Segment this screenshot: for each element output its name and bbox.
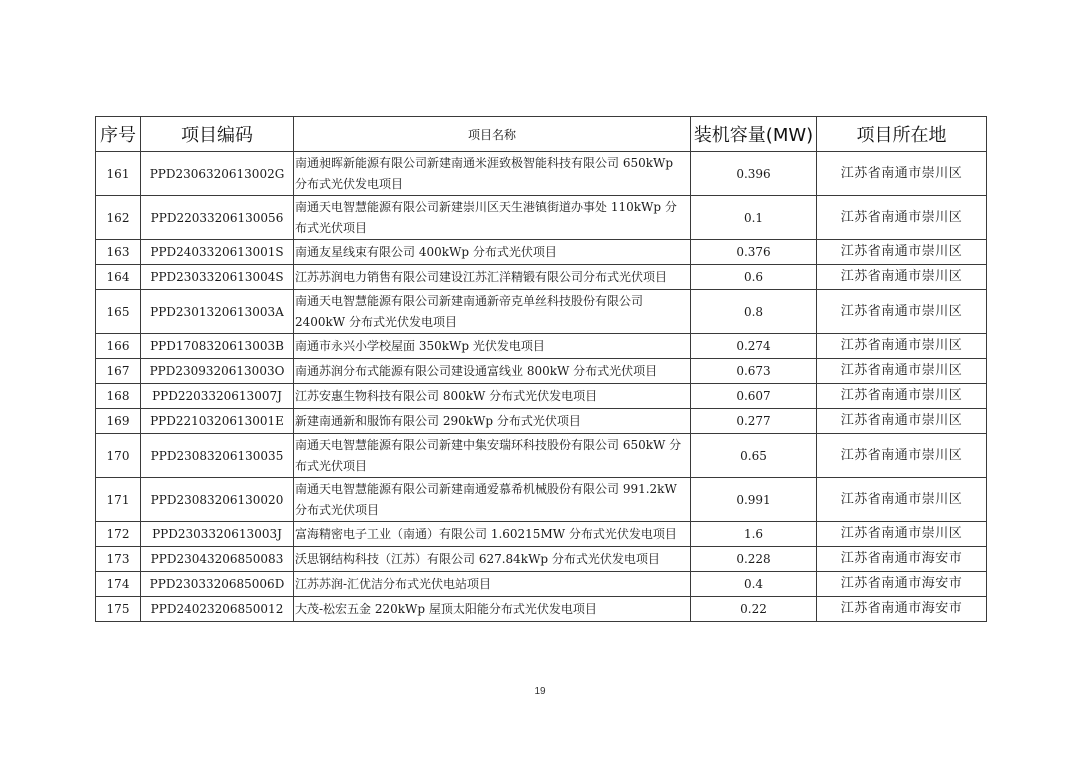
- table-row: [96, 572, 987, 597]
- cell-code: PPD22033206130056: [141, 196, 294, 240]
- cell-index: 169: [96, 409, 141, 434]
- project-table: [95, 116, 987, 622]
- cell-name: 南通天电智慧能源有限公司新建中集安瑞环科技股份有限公司 650kW 分布式光伏项目: [294, 434, 691, 478]
- cell-name: 江苏苏润电力销售有限公司建设江苏汇洋精锻有限公司分布式光伏项目: [294, 265, 691, 290]
- cell-location: 江苏省南通市海安市: [817, 597, 987, 622]
- cell-name: 富海精密电子工业（南通）有限公司 1.60215MW 分布式光伏发电项目: [294, 522, 691, 547]
- cell-index: 174: [96, 572, 141, 597]
- cell-location: 江苏省南通市海安市: [817, 547, 987, 572]
- table-row: [96, 152, 987, 196]
- cell-location: 江苏省南通市崇川区: [817, 434, 987, 478]
- cell-name: 江苏苏润-汇优洁分布式光伏电站项目: [294, 572, 691, 597]
- cell-location: 江苏省南通市崇川区: [817, 290, 987, 334]
- cell-name: 南通天电智慧能源有限公司新建南通新帝克单丝科技股份有限公司 2400kW 分布式光伏发电项目: [294, 290, 691, 334]
- cell-capacity: 0.22: [691, 597, 817, 622]
- table-row: [96, 547, 987, 572]
- cell-location: 江苏省南通市崇川区: [817, 409, 987, 434]
- table-row: [96, 597, 987, 622]
- cell-capacity: 0.6: [691, 265, 817, 290]
- cell-capacity: 0.277: [691, 409, 817, 434]
- cell-index: 175: [96, 597, 141, 622]
- cell-index: 163: [96, 240, 141, 265]
- cell-name: 大茂-松宏五金 220kWp 屋顶太阳能分布式光伏发电项目: [294, 597, 691, 622]
- cell-capacity: 0.376: [691, 240, 817, 265]
- table-row: [96, 409, 987, 434]
- cell-name: 南通昶晖新能源有限公司新建南通米涯致极智能科技有限公司 650kWp 分布式光伏发电项目: [294, 152, 691, 196]
- cell-index: 171: [96, 478, 141, 522]
- cell-index: 167: [96, 359, 141, 384]
- cell-name: 沃思钢结构科技（江苏）有限公司 627.84kWp 分布式光伏发电项目: [294, 547, 691, 572]
- header-location: 项目所在地: [817, 117, 987, 152]
- header-name: 项目名称: [294, 117, 691, 152]
- table-row: [96, 196, 987, 240]
- cell-index: 162: [96, 196, 141, 240]
- cell-capacity: 1.6: [691, 522, 817, 547]
- cell-code: PPD1708320613003B: [141, 334, 294, 359]
- cell-location: 江苏省南通市崇川区: [817, 265, 987, 290]
- table-body: [96, 152, 987, 622]
- cell-capacity: 0.1: [691, 196, 817, 240]
- cell-name: 南通天电智慧能源有限公司新建崇川区天生港镇街道办事处 110kWp 分布式光伏项目: [294, 196, 691, 240]
- cell-index: 173: [96, 547, 141, 572]
- cell-code: PPD23043206850083: [141, 547, 294, 572]
- cell-capacity: 0.607: [691, 384, 817, 409]
- cell-location: 江苏省南通市崇川区: [817, 522, 987, 547]
- table-row: [96, 334, 987, 359]
- cell-index: 164: [96, 265, 141, 290]
- cell-code: PPD23083206130020: [141, 478, 294, 522]
- cell-location: 江苏省南通市崇川区: [817, 359, 987, 384]
- cell-capacity: 0.8: [691, 290, 817, 334]
- cell-index: 161: [96, 152, 141, 196]
- table-row: [96, 384, 987, 409]
- cell-index: 172: [96, 522, 141, 547]
- cell-capacity: 0.991: [691, 478, 817, 522]
- cell-index: 168: [96, 384, 141, 409]
- cell-location: 江苏省南通市崇川区: [817, 240, 987, 265]
- cell-capacity: 0.4: [691, 572, 817, 597]
- table-row: [96, 434, 987, 478]
- table-row: [96, 522, 987, 547]
- cell-capacity: 0.396: [691, 152, 817, 196]
- header-index: 序号: [96, 117, 141, 152]
- table-row: [96, 265, 987, 290]
- cell-capacity: 0.274: [691, 334, 817, 359]
- cell-index: 170: [96, 434, 141, 478]
- cell-name: 南通友星线束有限公司 400kWp 分布式光伏项目: [294, 240, 691, 265]
- header-code: 项目编码: [141, 117, 294, 152]
- cell-code: PPD2403320613001S: [141, 240, 294, 265]
- cell-name: 南通市永兴小学校屋面 350kWp 光伏发电项目: [294, 334, 691, 359]
- cell-code: PPD2303320613004S: [141, 265, 294, 290]
- cell-capacity: 0.673: [691, 359, 817, 384]
- cell-location: 江苏省南通市崇川区: [817, 478, 987, 522]
- cell-code: PPD2203320613007J: [141, 384, 294, 409]
- cell-name: 南通苏润分布式能源有限公司建设通富线业 800kW 分布式光伏项目: [294, 359, 691, 384]
- table-row: [96, 359, 987, 384]
- cell-code: PPD2303320685006D: [141, 572, 294, 597]
- cell-location: 江苏省南通市崇川区: [817, 196, 987, 240]
- cell-index: 165: [96, 290, 141, 334]
- cell-capacity: 0.228: [691, 547, 817, 572]
- cell-name: 新建南通新和服饰有限公司 290kWp 分布式光伏项目: [294, 409, 691, 434]
- cell-capacity: 0.65: [691, 434, 817, 478]
- cell-code: PPD2301320613003A: [141, 290, 294, 334]
- cell-code: PPD2309320613003O: [141, 359, 294, 384]
- cell-location: 江苏省南通市海安市: [817, 572, 987, 597]
- cell-name: 南通天电智慧能源有限公司新建南通爱慕希机械股份有限公司 991.2kW 分布式光伏项目: [294, 478, 691, 522]
- cell-code: PPD2210320613001E: [141, 409, 294, 434]
- table-row: [96, 240, 987, 265]
- cell-code: PPD2303320613003J: [141, 522, 294, 547]
- cell-index: 166: [96, 334, 141, 359]
- cell-location: 江苏省南通市崇川区: [817, 152, 987, 196]
- table-row: [96, 290, 987, 334]
- cell-code: PPD24023206850012: [141, 597, 294, 622]
- page-number: 19: [534, 686, 546, 697]
- table-header-row: [96, 117, 987, 152]
- cell-code: PPD2306320613002G: [141, 152, 294, 196]
- cell-code: PPD23083206130035: [141, 434, 294, 478]
- cell-name: 江苏安惠生物科技有限公司 800kW 分布式光伏发电项目: [294, 384, 691, 409]
- cell-location: 江苏省南通市崇川区: [817, 334, 987, 359]
- table-row: [96, 478, 987, 522]
- header-capacity: 装机容量(MW): [691, 117, 817, 152]
- cell-location: 江苏省南通市崇川区: [817, 384, 987, 409]
